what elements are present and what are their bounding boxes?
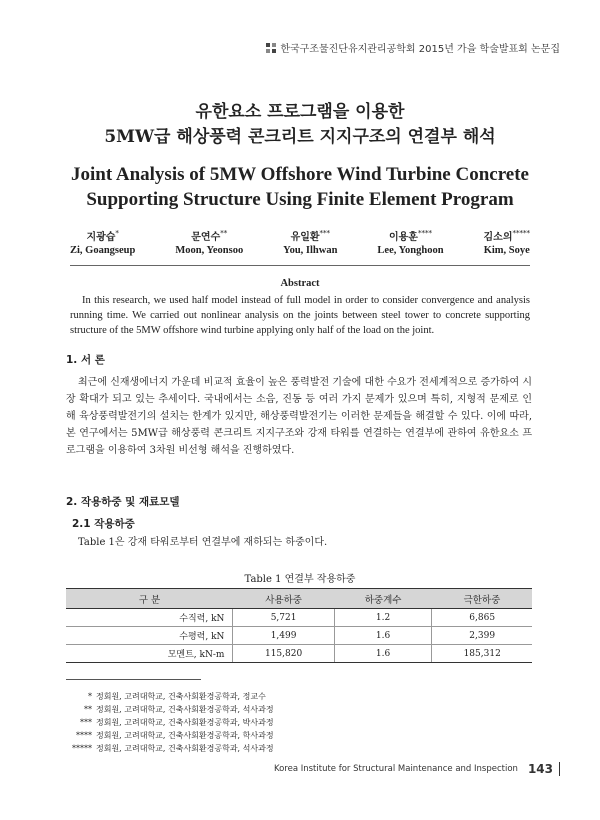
footnote-text: 정회원, 고려대학교, 건축사회환경공학과, 박사과정 [96,718,274,727]
footnote-mark: ***** [72,744,92,753]
english-title-line2: Supporting Structure Using Finite Element Program [86,189,514,210]
table-cell: 115,820 [233,645,334,663]
author [283,228,337,256]
table-header-cell: 하중계수 [334,589,432,609]
author-affiliation-mark: * [115,229,119,238]
author-affiliation-mark: ***** [512,229,530,238]
author-korean-name: 지광습 [86,232,116,243]
footnote [66,703,274,716]
korean-title-line1: 유한요소 프로그램을 이용한 [195,102,405,122]
author-english-name: Kim, Soye [483,245,530,256]
abstract-body: In this research, we used half model instead of full model in order to consider convergence and analysis running time. We carried out nonlinear analysis on the joints between steel tower to concrete supporting structure of the 5MW offshore wind turbine applying only half of the load on the joint. [70,295,530,336]
footer-bar [559,762,560,776]
footnote-mark: * [88,692,92,701]
footer-organization: Korea Institute for Structural Maintenance and Inspection [273,764,518,774]
table-cell: 5,721 [233,609,334,627]
author-affiliation-mark: **** [417,229,432,238]
table-cell: 2,399 [432,627,532,645]
footnote-mark: **** [76,731,92,740]
korean-title-line2: 5MW급 해상풍력 콘크리트 지지구조의 연결부 해석 [104,127,496,147]
footnote-text: 정회원, 고려대학교, 건축사회환경공학과, 학사과정 [96,731,274,740]
footnote-text: 정회원, 고려대학교, 건축사회환경공학과, 석사과정 [96,705,274,714]
header-text: 한국구조물진단유지관리공학회 2015년 가을 학술발표회 논문집 [280,44,560,55]
page-footer [274,762,560,776]
footnote [66,716,274,729]
footnote [66,729,274,742]
table-cell: 185,312 [432,645,532,663]
subsection-heading-applied-loads: 2.1 작용하중 [72,518,135,530]
table-cell: 1,499 [233,627,334,645]
grid-logo-icon [266,43,276,53]
table-row-label: 모멘트, kN-m [66,645,233,663]
author [175,228,243,256]
table-row [66,627,532,645]
table-header-cell: 사용하중 [233,589,334,609]
footnote-divider [66,679,201,680]
table-row-label: 수평력, kN [66,627,233,645]
author [484,228,530,256]
author-english-name: Lee, Yonghoon [377,245,444,256]
loads-paragraph: Table 1은 강재 타워로부터 연결부에 재하되는 하중이다. [78,537,328,548]
author-divider [70,265,530,266]
author-korean-name: 이용훈 [388,232,418,243]
korean-title [0,100,600,150]
table-cell: 1.2 [334,609,432,627]
author [70,228,135,256]
section-heading-introduction: 1. 서 론 [66,354,105,366]
table-caption: Table 1 연결부 작용하중 [244,574,356,585]
footnote-text: 정회원, 고려대학교, 건축사회환경공학과, 정교수 [96,692,266,701]
page-number: 143 [527,762,553,776]
author-list [70,228,530,256]
footnote-list [66,690,274,755]
footnote-mark: *** [80,718,92,727]
author-english-name: Zi, Goangseup [70,245,136,256]
author-affiliation-mark: ** [220,229,228,238]
author-affiliation-mark: *** [319,229,331,238]
author-english-name: You, Ilhwan [283,245,338,256]
author-korean-name: 김소의 [483,232,513,243]
footnote [66,690,274,703]
footnote-text: 정회원, 고려대학교, 건축사회환경공학과, 석사과정 [96,744,274,753]
footnote [66,742,274,755]
author-english-name: Moon, Yeonsoo [175,245,244,256]
author-korean-name: 유일환 [290,232,320,243]
table-cell: 6,865 [432,609,532,627]
load-table [66,588,532,663]
running-header [266,40,560,55]
section-heading-loads-materials: 2. 작용하중 및 재료모델 [66,496,180,508]
table-cell: 1.6 [334,645,432,663]
table-cell: 1.6 [334,627,432,645]
footnote-mark: ** [84,705,92,714]
table-row [66,609,532,627]
introduction-paragraph: 최근에 신재생에너지 가운데 비교적 효율이 높은 풍력발전 기술에 대한 수요가 전세계적으로 증가하여 시장 확대가 되고 있는 추세이다. 국내에서는 소음, 진동 등 여러 가지 문제가 있으며 특히, 지형적 문제로 인해 육상풍력발전기의 설치는 한계가 있지만, 해상풍력발전기는 이러한 문제들을 해결할 수 있다. 이에 따라, 본 연구에서는 5MW급 해상풍력 콘크리트 지지구조와 강재 타워를 연결하는 연결부에 관하여 유한요소 프로그램을 이용하여 3차원 비선형 해석을 진행하였다. [66,377,532,456]
table-row [66,645,532,663]
english-title [0,162,600,212]
table-row-label: 수직력, kN [66,609,233,627]
table-header-cell: 구 분 [66,589,233,609]
author-korean-name: 문연수 [191,232,221,243]
table-header-cell: 극한하중 [432,589,532,609]
author [377,228,443,256]
abstract-heading: Abstract [280,278,320,289]
english-title-line1: Joint Analysis of 5MW Offshore Wind Turbine Concrete [70,164,529,185]
table-header-row [66,589,532,609]
